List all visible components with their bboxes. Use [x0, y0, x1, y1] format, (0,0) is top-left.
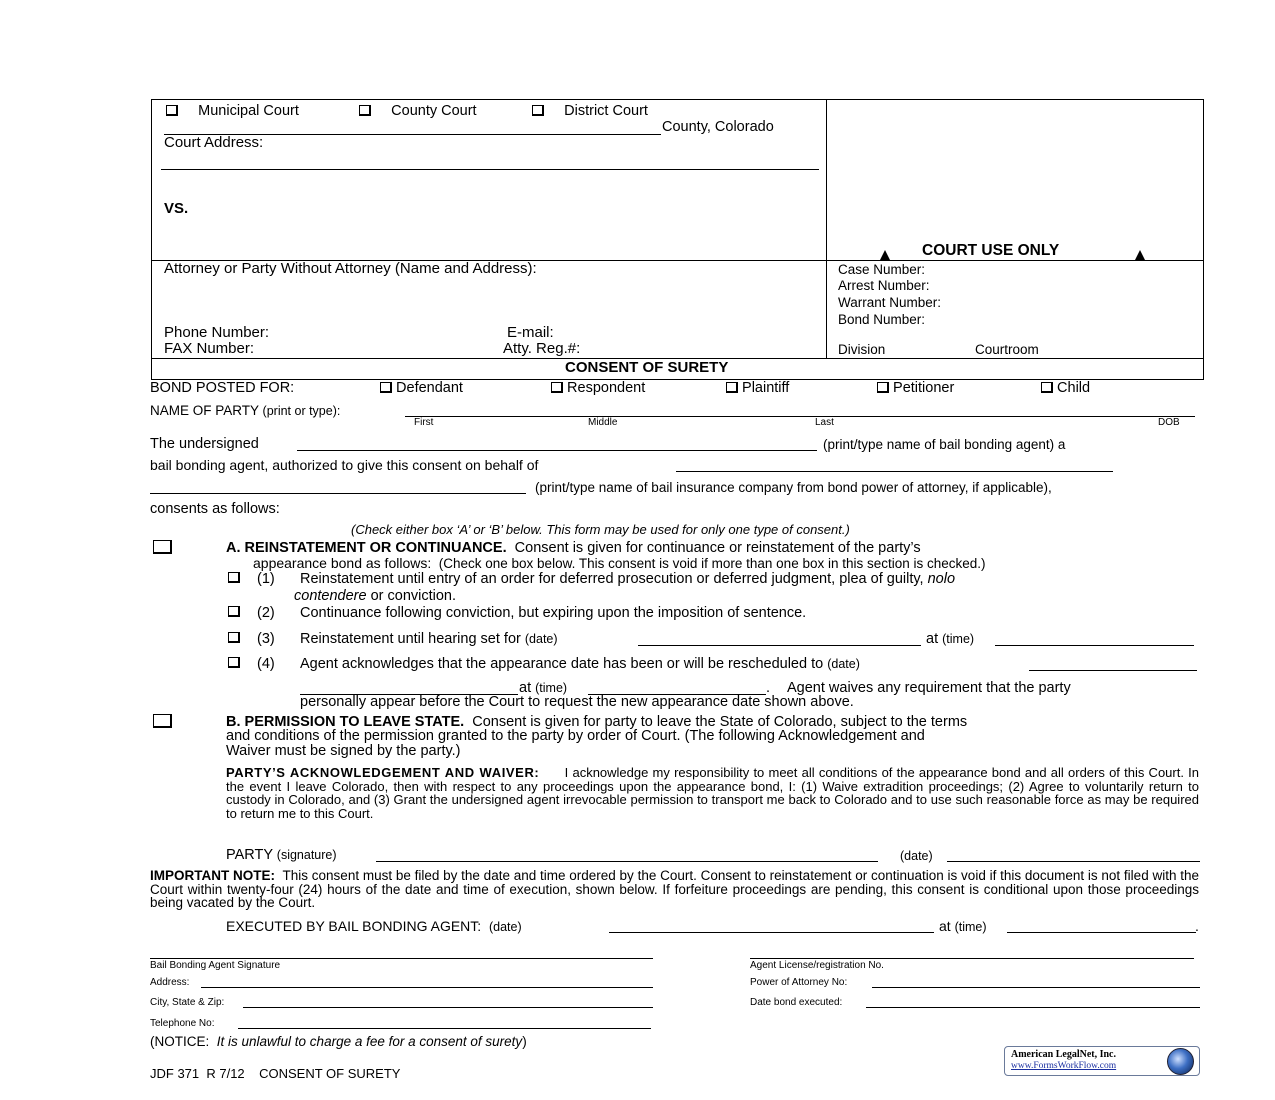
party-date-label: (date) [900, 849, 933, 863]
name-of-party-hint: (print or type): [262, 404, 341, 418]
court-address-label: Court Address: [164, 134, 264, 151]
ack-text: I acknowledge my responsibility to meet all conditions of the appearance bond and all orders of this Court. In the event I leave Colorado, then with respect to any proceedings upon the appearance bond, I: (1) Waive extradition proceedings; (2) Agree to voluntarily return to custody in Colorado, and (3) Grant the undersigned agent irrevocable permission to transport me back to Colorado and to use such reasonable force as may be required to return me to this Court. [226, 765, 1200, 821]
undersigned-suffix: (print/type name of bail bonding agent) a [823, 437, 1066, 452]
badge-company: American LegalNet, Inc. [1011, 1049, 1116, 1060]
important-note-text: This consent must be filed by the date and time ordered by the Court. Consent to reinstatement or continuation is void if this document is not filed with the Court within twenty-four (24) hours of the date and time of execution, shown below. If forfeiture proceedings are pending, this consent is conditional upon those proceedings being vacated by the Court. [150, 868, 1199, 910]
court-option-municipal[interactable]: Municipal Court [166, 103, 299, 119]
division-label: Division [838, 342, 886, 357]
legalnet-badge[interactable] [1004, 1046, 1200, 1076]
executed-date-line[interactable] [609, 932, 934, 933]
agent-signature-line[interactable] [150, 958, 653, 959]
power-of-attorney-line[interactable] [872, 987, 1200, 988]
item-1-checkbox[interactable] [228, 572, 240, 583]
item-4-waive: Agent waives any requirement that the party [787, 680, 1071, 696]
item-4-at: at (time) [519, 680, 568, 696]
undersigned-line4: consents as follows: [150, 501, 280, 517]
section-b-text: Consent is given for party to leave the State of Colorado, subject to the terms [472, 714, 968, 730]
section-a-heading: A. REINSTATEMENT OR CONTINUANCE. [226, 540, 507, 556]
section-a-line2: appearance bond as follows: (Check one box below. This consent is void if more than one box in this section is checked.) [253, 555, 986, 571]
section-b-heading: B. PERMISSION TO LEAVE STATE. [226, 714, 465, 730]
bond-option-child[interactable]: Child [1041, 380, 1090, 396]
item-4-num: (4) [257, 656, 275, 672]
item-1-cont: contendere or conviction. [294, 588, 457, 604]
item-4-checkbox[interactable] [228, 657, 240, 668]
county-suffix: County, Colorado [662, 119, 774, 135]
section-b-line3: Waiver must be signed by the party.) [226, 743, 461, 759]
behalf-line[interactable] [676, 471, 1113, 472]
phone-label: Phone Number: [164, 324, 270, 341]
party-signature-line[interactable] [376, 861, 878, 862]
section-a-heading-line [226, 540, 921, 556]
caption-divider [826, 99, 827, 359]
item-4-date-line[interactable] [1029, 670, 1197, 671]
name-of-party [150, 403, 340, 418]
warrant-number-label: Warrant Number: [838, 295, 942, 310]
checkbox-icon[interactable] [359, 105, 371, 116]
executed-at: at (time) [939, 918, 987, 934]
bond-posted-label: BOND POSTED FOR: [150, 380, 295, 396]
attorney-label: Attorney or Party Without Attorney (Name and Address): [164, 260, 537, 277]
bond-number-label: Bond Number: [838, 312, 926, 327]
telephone-label: Telephone No: [150, 1018, 215, 1029]
item-3-checkbox[interactable] [228, 632, 240, 643]
item-4-text: Agent acknowledges that the appearance date has been or will be rescheduled to (date) [300, 656, 860, 672]
atty-reg-label: Atty. Reg.#: [503, 340, 581, 357]
bond-option-defendant[interactable]: Defendant [380, 380, 463, 396]
acknowledgement-paragraph [226, 766, 1199, 820]
item-2-checkbox[interactable] [228, 606, 240, 617]
sublabel-dob: DOB [1158, 417, 1180, 428]
case-number-label: Case Number: [838, 262, 926, 277]
item-2-num: (2) [257, 605, 275, 621]
email-label: E-mail: [507, 324, 554, 341]
telephone-line[interactable] [238, 1028, 651, 1029]
license-label: Agent License/registration No. [750, 960, 884, 971]
agent-signature-label: Bail Bonding Agent Signature [150, 960, 281, 971]
address-line[interactable] [201, 987, 653, 988]
item-2-text: Continuance following conviction, but expiring upon the imposition of sentence. [300, 605, 807, 621]
form-footer: JDF 371 R 7/12 CONSENT OF SURETY [150, 1066, 401, 1081]
court-use-only: COURT USE ONLY [922, 242, 1060, 259]
item-1-text: Reinstatement until entry of an order for deferred prosecution or deferred judgment, plea of guilty, nolo [300, 571, 956, 587]
city-state-zip-line[interactable] [243, 1007, 653, 1008]
undersigned-prefix: The undersigned [150, 436, 259, 452]
sublabel-middle: Middle [588, 417, 618, 428]
important-note [150, 869, 1199, 910]
important-note-label: IMPORTANT NOTE: [150, 868, 275, 883]
arrow-up-icon [880, 250, 890, 260]
arrow-up-icon [1135, 250, 1145, 260]
undersigned-line2: bail bonding agent, authorized to give this consent on behalf of [150, 457, 539, 473]
ack-heading: PARTY’S ACKNOWLEDGEMENT AND WAIVER: [226, 765, 540, 780]
insurance-company-line[interactable] [150, 493, 526, 494]
checkbox-icon[interactable] [1041, 382, 1053, 393]
checkbox-icon[interactable] [551, 382, 563, 393]
check-instruction: (Check either box ‘A’ or ‘B’ below. This form may be used for only one type of consent.) [351, 522, 850, 537]
party-signature-label: PARTY (signature) [226, 847, 337, 863]
section-a-checkbox[interactable] [153, 540, 172, 554]
license-line[interactable] [750, 958, 1194, 959]
notice: (NOTICE: It is unlawful to charge a fee for a consent of surety) [150, 1034, 527, 1049]
checkbox-icon[interactable] [877, 382, 889, 393]
agent-name-line[interactable] [297, 450, 817, 451]
date-bond-executed-line[interactable] [866, 1007, 1200, 1008]
sublabel-first: First [414, 417, 434, 428]
courtroom-label: Courtroom [975, 342, 1039, 357]
executed-label: EXECUTED BY BAIL BONDING AGENT: (date) [226, 918, 522, 934]
arrest-number-label: Arrest Number: [838, 278, 930, 293]
address-label: Address: [150, 977, 190, 988]
section-b-checkbox[interactable] [153, 714, 172, 728]
globe-icon [1167, 1048, 1194, 1075]
court-address-line[interactable] [161, 169, 819, 170]
badge-url[interactable]: www.FormsWorkFlow.com [1011, 1061, 1117, 1071]
vs-label: VS. [164, 200, 189, 217]
form-title: CONSENT OF SURETY [565, 359, 729, 376]
checkbox-icon[interactable] [532, 105, 544, 116]
executed-period: . [1195, 918, 1199, 934]
section-b-line2: and conditions of the permission granted to the party by order of Court. (The following Acknowledgement and [226, 728, 925, 744]
item-3-time-line[interactable] [995, 645, 1194, 646]
item-4-period: . [766, 680, 771, 696]
fax-label: FAX Number: [164, 340, 255, 357]
checkbox-icon[interactable] [166, 105, 178, 116]
checkbox-icon[interactable] [380, 382, 392, 393]
name-of-party-line[interactable] [405, 416, 1195, 417]
bond-option-respondent[interactable]: Respondent [551, 380, 645, 396]
sublabel-last: Last [815, 417, 834, 428]
item-3-num: (3) [257, 631, 275, 647]
bond-option-petitioner[interactable]: Petitioner [877, 380, 954, 396]
date-bond-executed-label: Date bond executed: [750, 997, 843, 1008]
checkbox-icon[interactable] [726, 382, 738, 393]
undersigned-line3: (print/type name of bail insurance company from bond power of attorney, if applicable), [535, 480, 1052, 495]
executed-time-line[interactable] [1007, 932, 1196, 933]
item-4-cont: personally appear before the Court to request the new appearance date shown above. [300, 694, 854, 710]
section-a-text: Consent is given for continuance or reinstatement of the party’s [514, 540, 921, 556]
court-option-district[interactable]: District Court [532, 103, 648, 119]
item-3-at: at (time) [926, 631, 975, 647]
item-1-num: (1) [257, 571, 275, 587]
item-3-date-line[interactable] [638, 645, 921, 646]
caption-box [151, 99, 1204, 380]
power-of-attorney-label: Power of Attorney No: [750, 977, 848, 988]
city-state-zip-label: City, State & Zip: [150, 997, 225, 1008]
party-date-line[interactable] [947, 861, 1200, 862]
court-option-county[interactable]: County Court [359, 103, 477, 119]
name-of-party-label: NAME OF PARTY [150, 403, 259, 418]
bond-option-plaintiff[interactable]: Plaintiff [726, 380, 789, 396]
item-3-text: Reinstatement until hearing set for (date) [300, 631, 558, 647]
